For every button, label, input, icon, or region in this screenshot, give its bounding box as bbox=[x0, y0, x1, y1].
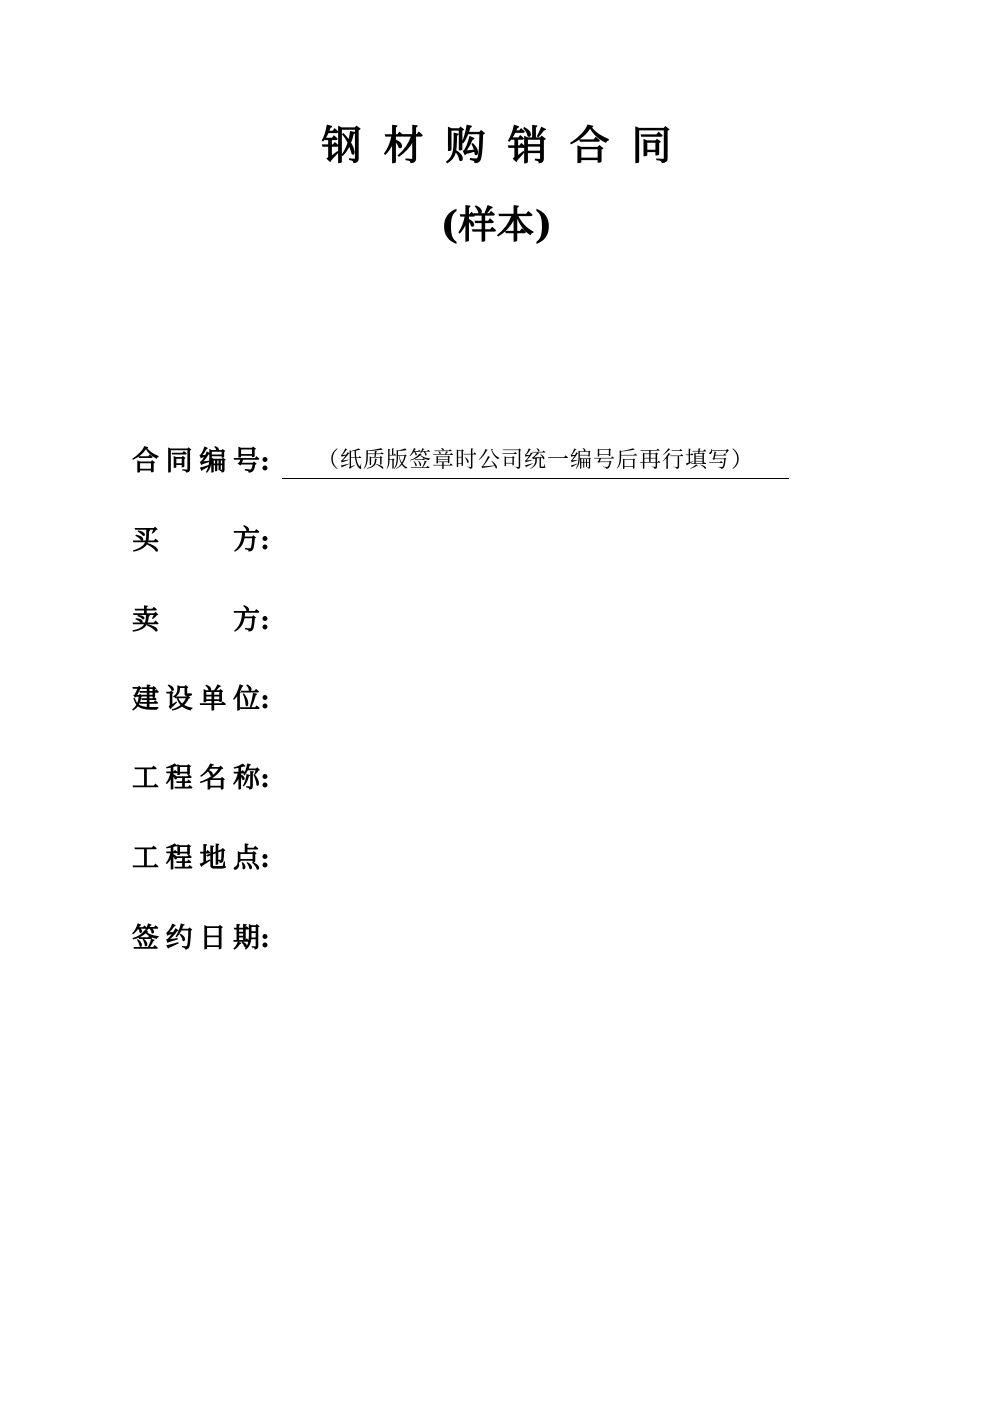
field-project-location bbox=[132, 839, 270, 879]
field-label-contract-number: 合同编号 bbox=[132, 446, 260, 477]
document-subtitle: (样本) bbox=[440, 202, 553, 247]
field-colon: : bbox=[260, 446, 270, 477]
field-colon: : bbox=[260, 684, 270, 715]
field-label-seller: 卖方 bbox=[132, 605, 260, 636]
field-label-project-name: 工程名称 bbox=[132, 763, 260, 794]
field-label-signing-date: 签约日期 bbox=[132, 923, 260, 954]
field-colon: : bbox=[260, 923, 270, 954]
field-buyer bbox=[132, 521, 270, 561]
field-label-construction-unit: 建设单位 bbox=[132, 684, 260, 715]
field-construction-unit bbox=[132, 680, 270, 720]
field-colon: : bbox=[260, 605, 270, 636]
field-seller bbox=[132, 601, 270, 641]
document-title: 钢材购销合同 bbox=[321, 122, 694, 169]
field-colon: : bbox=[260, 843, 270, 874]
field-colon: : bbox=[260, 763, 270, 794]
field-project-name bbox=[132, 759, 270, 799]
field-contract-number bbox=[132, 442, 270, 482]
contract-number-value: （纸质版签章时公司统一编号后再行填写） bbox=[282, 444, 789, 479]
field-colon: : bbox=[260, 525, 270, 556]
field-signing-date bbox=[132, 919, 270, 959]
field-label-buyer: 买方 bbox=[132, 525, 260, 556]
field-label-project-location: 工程地点 bbox=[132, 843, 260, 874]
